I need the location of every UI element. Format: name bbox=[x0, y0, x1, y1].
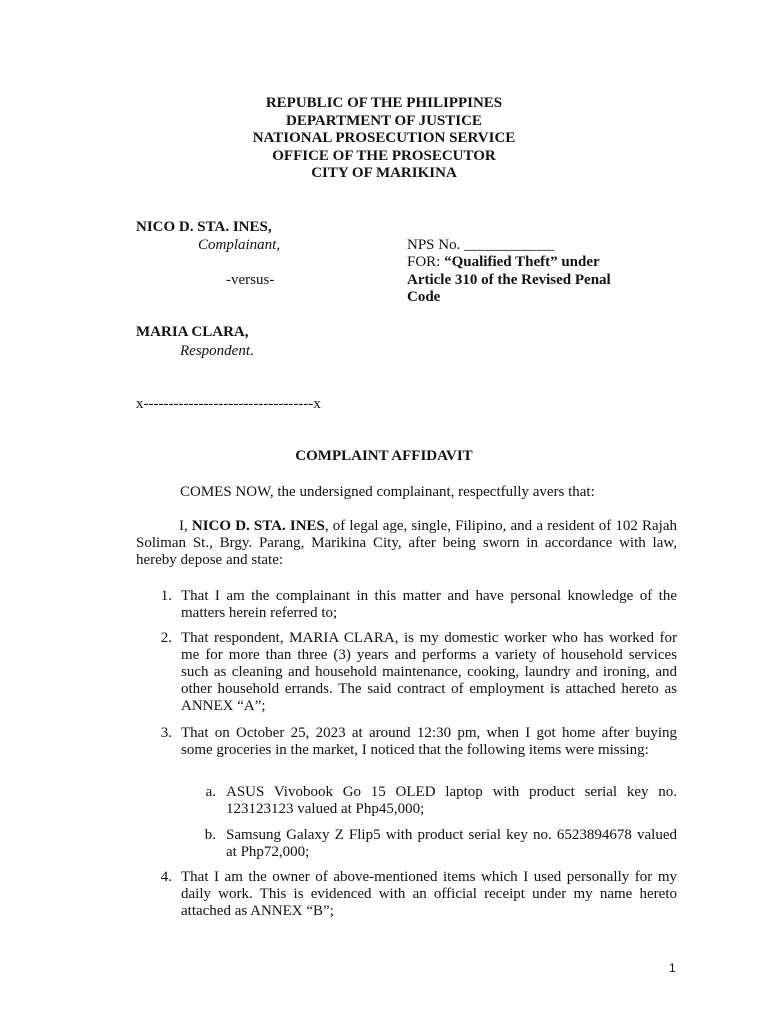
sub-item-letter: a. bbox=[205, 784, 216, 800]
intro-paragraph: COMES NOW, the undersigned complainant, respectfully avers that: bbox=[180, 484, 595, 500]
header-line-republic: REPUBLIC OF THE PHILIPPINES bbox=[265, 95, 503, 111]
header-line-prosecution-service: NATIONAL PROSECUTION SERVICE bbox=[252, 130, 516, 146]
page-number: 1 bbox=[669, 961, 676, 975]
for-label: FOR: bbox=[407, 254, 441, 270]
header-line-city: CITY OF MARIKINA bbox=[311, 165, 457, 181]
affiant-prefix: I, bbox=[179, 518, 192, 534]
list-item-number: 2. bbox=[160, 630, 172, 646]
list-item-text: That on October 25, 2023 at around 12:30 pm, when I got home after buying some groceries in the market, I noticed that the following items were missing: bbox=[181, 725, 677, 758]
list-item-text: That respondent, MARIA CLARA, is my domestic worker who has worked for me for more than three (3) years and performs a variety of household services such as cleaning and household maintenance, cooking, laundry and ironing, and other household errands. The said contract of employment is attached hereto as ANNEX “A”; bbox=[181, 630, 677, 714]
list-item-number: 4. bbox=[160, 869, 172, 885]
sub-item-letter: b. bbox=[204, 827, 216, 843]
complainant-role-line: Complainant, bbox=[198, 237, 281, 253]
document-title: COMPLAINT AFFIDAVIT bbox=[295, 448, 473, 464]
document-header bbox=[0, 95, 768, 183]
respondent-role: Respondent bbox=[180, 343, 250, 359]
nps-number-field: NPS No. ____________ bbox=[407, 237, 555, 253]
charge-line-3: Code bbox=[407, 289, 441, 305]
list-item-text: That I am the owner of above-mentioned items which I used personally for my daily work. This is evidenced with an official receipt under my name hereto attached as ANNEX “B”; bbox=[181, 869, 677, 919]
complainant-role: Complainant bbox=[198, 237, 277, 253]
list-item-text: That I am the complainant in this matter and have personal knowledge of the matters herein referred to; bbox=[181, 588, 677, 621]
header-line-office: OFFICE OF THE PROSECUTOR bbox=[272, 147, 496, 164]
charge-line-2: Article 310 of the Revised Penal bbox=[407, 272, 611, 288]
affiant-name: NICO D. STA. INES bbox=[191, 518, 325, 534]
respondent-name: MARIA CLARA, bbox=[136, 324, 249, 340]
list-item-number: 1. bbox=[160, 588, 172, 604]
caption-separator: x----------------------------------x bbox=[136, 396, 321, 412]
affiant-statement: , of legal age, single, Filipino, and a resident of 102 Rajah Soliman St., Brgy. Parang, Marikina City, after being sworn in accordance with law, hereby depose and state: bbox=[136, 518, 677, 568]
respondent-role-line: Respondent. bbox=[180, 343, 254, 359]
sub-item-text: ASUS Vivobook Go 15 OLED laptop with product serial key no. 123123123 valued at Php45,000; bbox=[226, 784, 677, 817]
list-item-number: 3. bbox=[160, 725, 172, 741]
sub-item-text: Samsung Galaxy Z Flip5 with product serial key no. 6523894678 valued at Php72,000; bbox=[226, 827, 677, 860]
affiant-paragraph bbox=[136, 518, 677, 569]
header-line-department: DEPARTMENT OF JUSTICE bbox=[286, 112, 482, 129]
versus-label: -versus- bbox=[226, 272, 275, 288]
complainant-name: NICO D. STA. INES, bbox=[136, 219, 272, 235]
charge-text-1: “Qualified Theft” under bbox=[444, 254, 600, 270]
charge-line-1 bbox=[407, 254, 600, 271]
